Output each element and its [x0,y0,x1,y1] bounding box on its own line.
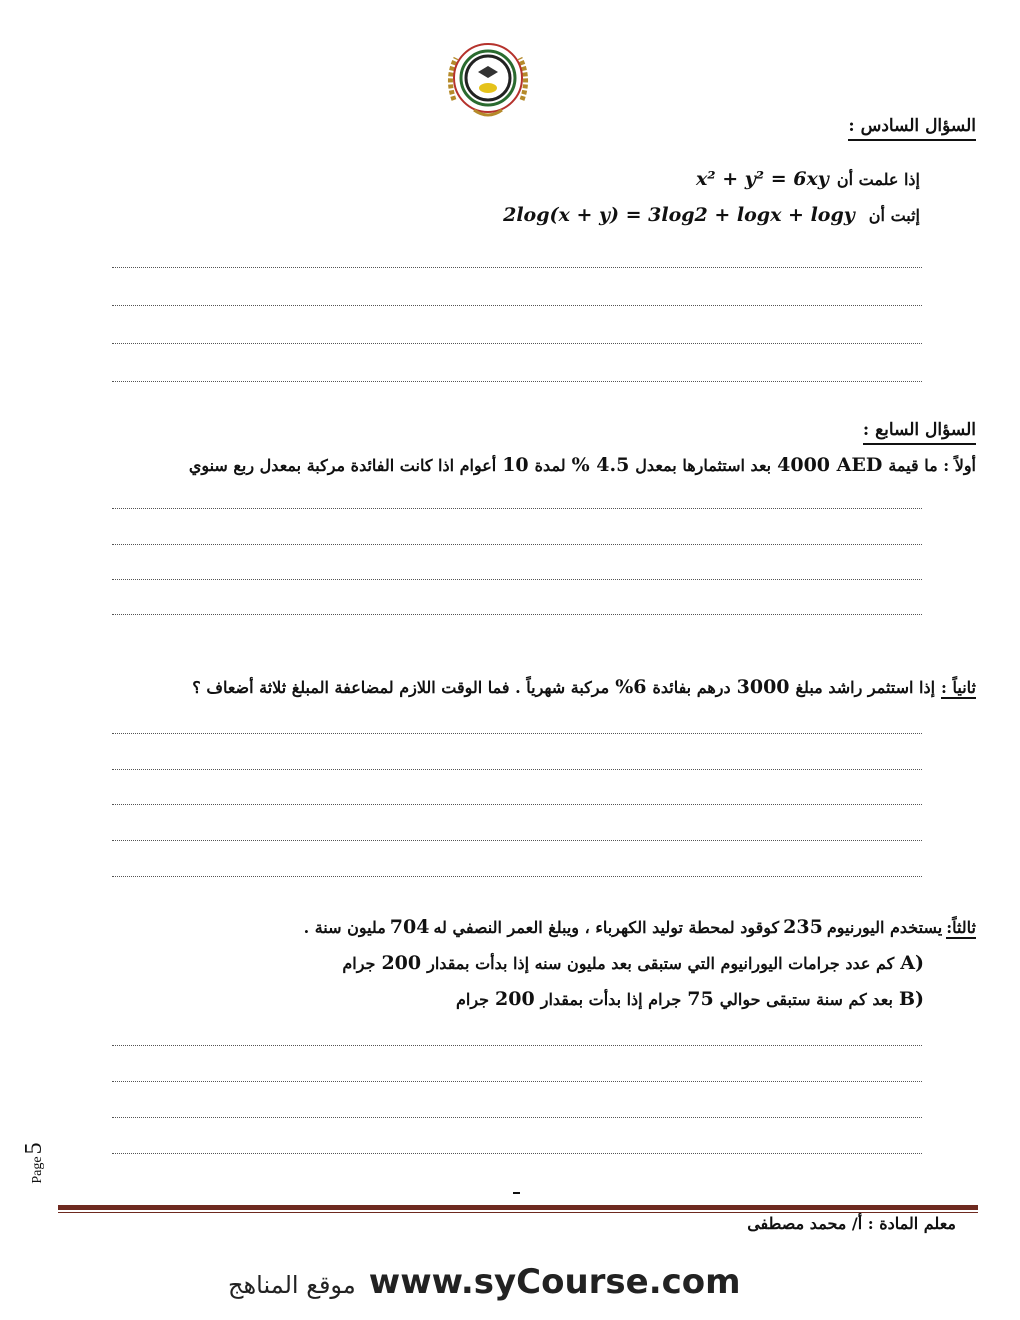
q7-part3-text-c: مليون سنة . [303,918,386,937]
q7-part3-b-unit: جرام [455,990,490,1009]
answer-line [112,579,922,580]
q6-prove-line [503,204,920,226]
site-url: www.syCourse.com [368,1262,741,1302]
footer-rule [58,1205,978,1210]
q7-part3-b-text-a: بعد كم سنة ستبقى حوالي [719,990,893,1009]
q7-part2-rate: %6 [615,676,647,698]
q7-part3-label: ثالثاً: [946,918,976,937]
q7-part1-mid: بعد استثمارها بمعدل [635,456,772,475]
question-6-title: السؤال السادس : [848,116,976,141]
footer-rule-thin [58,1212,978,1213]
q7-part3-b-label: B) [898,988,924,1010]
school-logo [440,38,536,124]
answer-line [112,1153,922,1154]
answer-line [112,508,922,509]
q7-part1-end: أعوام اذا كانت الفائدة مركبة بمعدل ربع سنوي [188,456,497,475]
q7-part3-a-text: كم عدد جرامات اليورانيوم التي ستبقى بعد مليون سنه إذا بدأت بمقدار [427,954,895,973]
q7-part3-b-amount: 75 [687,988,714,1010]
q7-part1 [189,454,976,476]
q7-part2-text-c: مركبة شهرياً . فما الوقت اللازم لمضاعفة المبلغ ثلاثة أضعاف ؟ [192,678,610,697]
q7-part3-half-life: 704 [389,916,430,938]
question-7-title: السؤال السابع : [863,420,976,445]
q7-part1-amount: 4000 AED [777,454,883,476]
answer-line [112,733,922,734]
q7-part3-a-label: A) [900,952,924,974]
answer-line [112,1117,922,1118]
q7-part3 [304,916,976,939]
answer-line [112,614,922,615]
answer-line [112,381,922,382]
q7-part2-label: ثانياً : [941,678,976,697]
answer-line [112,343,922,344]
q7-part3-b-text-b: جرام إذا بدأت بمقدار [540,990,682,1009]
answer-line [112,305,922,306]
answer-line [112,876,922,877]
site-name: موقع المناهج [228,1271,356,1299]
q7-part2-text-a: إذا استثمر راشد مبلغ [795,678,936,697]
answer-line [112,267,922,268]
q7-part2 [192,676,976,699]
q6-given-equation: x² + y² = 6xy [695,168,829,190]
page-word: Page [30,1156,45,1184]
q6-given-line [696,168,920,190]
answer-line [112,1045,922,1046]
q7-part1-rate: % 4.5 [571,454,630,476]
q6-prove-equation: 2log(x + y) = 3log2 + logx + logy [503,204,855,226]
site-watermark [228,1262,741,1302]
q7-part2-amount: 3000 [736,676,790,698]
answer-line [112,1081,922,1082]
page-number: 5 [21,1142,47,1155]
q6-given-label: إذا علمت أن [836,170,920,189]
answer-line [112,840,922,841]
answer-line [112,769,922,770]
q7-part1-tail: لمدة [534,456,566,475]
q7-part3-isotope: 235 [783,916,823,938]
q7-part3-a [342,952,924,974]
teacher-name: معلم المادة : أ/ محمد مصطفى [747,1214,956,1233]
q7-part3-b-amount2: 200 [495,988,535,1010]
answer-line [112,544,922,545]
q7-part3-a-amount: 200 [381,952,422,974]
q7-part3-text-a: يستخدم اليورنيوم [826,918,943,937]
q7-part3-b [456,988,924,1010]
q7-part3-text-b: كوقود لمحطة توليد الكهرباء ، ويبلغ العمر النصفي له [433,918,780,937]
q7-part1-years: 10 [502,454,529,476]
answer-line [112,804,922,805]
q7-part1-prefix: أولاً : ما قيمة [888,456,976,475]
q7-part2-text-b: درهم بفائدة [652,678,731,697]
q7-part3-a-unit: جرام [342,954,376,973]
q6-prove-label: إثبت أن [868,206,920,225]
small-dash [513,1192,520,1194]
page-number-label [21,1123,47,1203]
